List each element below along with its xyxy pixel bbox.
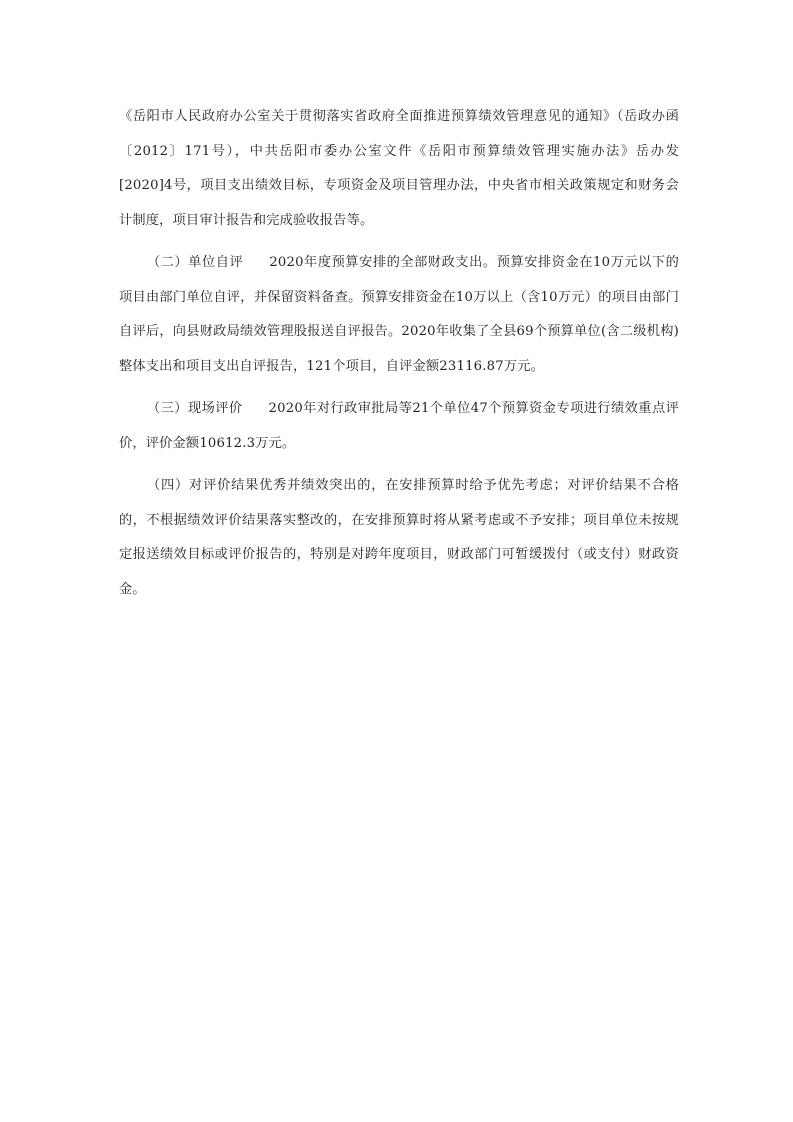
paragraph-onsite-evaluation (119, 392, 679, 461)
paragraph-onsite-evaluation-text: 2020年对行政审批局等21个单位47个预算资金专项进行绩效重点评价，评价金额10612.3万元。 (119, 401, 679, 451)
paragraph-unit-self-evaluation (119, 246, 679, 384)
document-body (119, 100, 679, 607)
section-heading-onsite-evaluation: （三）现场评价 (147, 401, 243, 416)
paragraph-basis (119, 100, 679, 238)
paragraph-basis-text: 《岳阳市人民政府办公室关于贯彻落实省政府全面推进预算绩效管理意见的通知》（岳政办函〔2012〕171号），中共岳阳市委办公室文件《岳阳市预算绩效管理实施办法》岳办发[2020]4号，项目支出绩效目标，专项资金及项目管理办法，中央省市相关政策规定和财务会计制度，项目审计报告和完成验收报告等。 (119, 109, 679, 228)
paragraph-unit-self-evaluation-text: 2020年度预算安排的全部财政支出。预算安排资金在10万元以下的项目由部门单位自评，并保留资料备查。预算安排资金在10万以上（含10万元）的项目由部门自评后，向县财政局绩效管理股报送自评报告。2020年收集了全县69个预算单位(含二级机构)整体支出和项目支出自评报告，121个项目，自评金额23116.87万元。 (119, 255, 679, 374)
paragraph-result-application (119, 469, 679, 607)
paragraph-result-application-text: （四）对评价结果优秀并绩效突出的，在安排预算时给予优先考虑；对评价结果不合格的，不根据绩效评价结果落实整改的，在安排预算时将从紧考虑或不予安排；项目单位未按规定报送绩效目标或评价报告的，特别是对跨年度项目，财政部门可暂缓拨付（或支付）财政资金。 (119, 478, 679, 597)
section-heading-unit-self-evaluation: （二）单位自评 (147, 255, 244, 270)
